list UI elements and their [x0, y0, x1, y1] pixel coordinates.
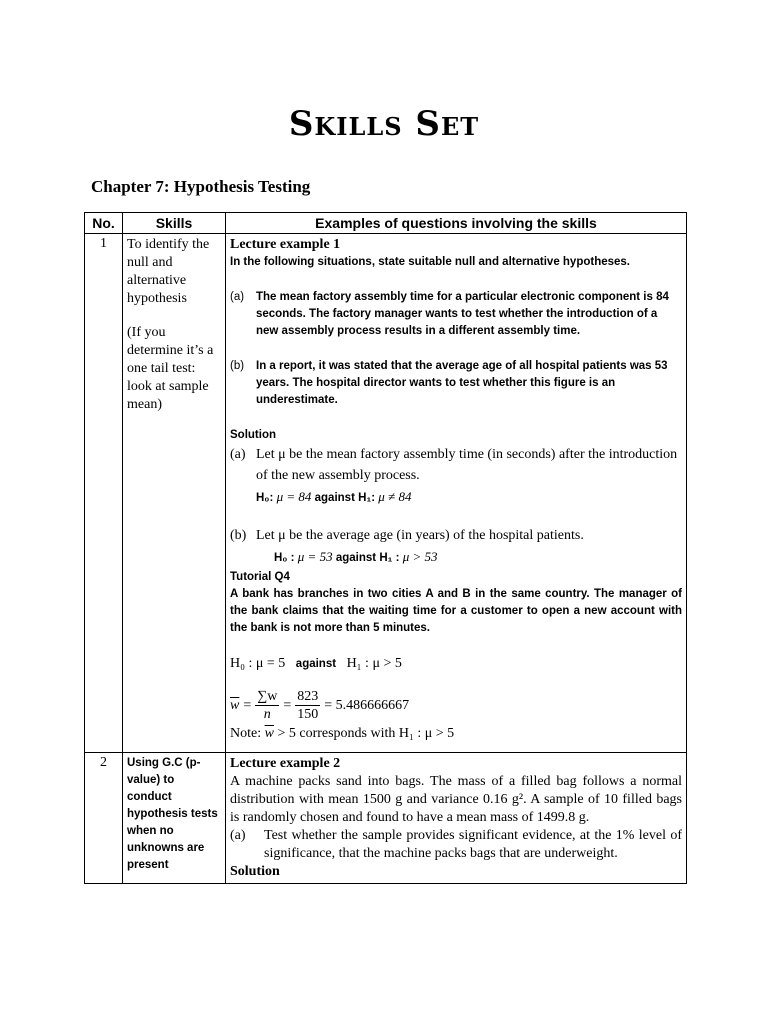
equals-sign: =: [283, 698, 292, 713]
h0-label: H₀:: [256, 492, 274, 504]
part-text: In a report, it was stated that the average age of all hospital patients was 53 years. The hospital director wants to test whether this figure is an underestimate.: [256, 360, 668, 406]
w-bar: $\overline{w}$: [230, 698, 240, 713]
tutorial-hypotheses: [230, 653, 682, 674]
h1-label: H₁:: [358, 492, 376, 504]
chapter-heading: Chapter 7: Hypothesis Testing: [91, 177, 311, 196]
fraction-numerator: ∑w: [257, 689, 278, 704]
lecture-intro: In the following situations, state suitable null and alternative hypotheses.: [230, 256, 631, 268]
part-tag: (a): [230, 828, 246, 843]
h0-statement: H₀ : μ = 5: [230, 656, 286, 671]
mean-calculation: [230, 688, 682, 723]
h1-label: H₁ :: [379, 552, 400, 564]
h0-value: μ = 84: [276, 489, 312, 504]
mean-result: = 5.486666667: [324, 698, 410, 713]
equals-sign: =: [243, 698, 252, 713]
value-fraction: [295, 688, 320, 723]
note-h1: H₁ : μ > 5: [398, 726, 455, 741]
header-examples: Examples of questions involving the skills: [226, 213, 687, 234]
hypotheses: [256, 486, 682, 509]
note-label: Note:: [230, 726, 262, 741]
table-row: [85, 234, 687, 753]
skill-cell: Using G.C (p-value) to conduct hypothesis tests when no unknowns are present: [123, 753, 226, 884]
fraction-denominator: n: [263, 707, 271, 722]
examples-cell: [226, 234, 687, 753]
note-line: [230, 723, 682, 744]
sum-fraction: [255, 688, 279, 723]
question-part-b: [230, 358, 682, 409]
w-bar: $\overline{w}$: [264, 726, 274, 741]
skill-text: To identify the null and alternative hypothesis: [127, 237, 210, 306]
lecture-example-heading: Lecture example 2: [230, 756, 341, 771]
part-text: Test whether the sample provides significant evidence, at the 1% level of significance, that the machine packs bags that are underweight.: [264, 828, 682, 861]
note-condition: > 5 corresponds with: [277, 726, 396, 741]
table-row: [85, 753, 687, 884]
h0-label: H₀ :: [274, 552, 295, 564]
row-number: 1: [85, 234, 123, 753]
row-number: 2: [85, 753, 123, 884]
page-title: Skills Set: [288, 104, 480, 144]
h0-value: μ = 53: [297, 549, 333, 564]
question-part-a: [230, 289, 682, 340]
skill-cell: [123, 234, 226, 753]
lecture-example-heading: Lecture example 1: [230, 237, 341, 252]
fraction-denominator: 150: [297, 707, 319, 722]
skill-note: (If you determine it’s a one tail test: look at sample mean): [127, 325, 214, 412]
solution-heading: Solution: [230, 429, 276, 441]
examples-cell: [226, 753, 687, 884]
part-text: The mean factory assembly time for a particular electronic component is 84 seconds. The factory manager wants to test whether the introduction of a new assembly process results in a different assembly time.: [256, 291, 669, 337]
h1-value: μ > 53: [402, 549, 438, 564]
hypotheses: [256, 546, 584, 569]
solution-part-b: [230, 525, 682, 569]
against-label: against: [295, 658, 337, 670]
solution-text: Let μ be the average age (in years) of the hospital patients.: [256, 528, 584, 543]
solution-part-a: [230, 444, 682, 509]
h1-statement: H₁ : μ > 5: [346, 656, 402, 671]
skills-table: [84, 212, 687, 884]
part-tag: (a): [230, 447, 246, 462]
tutorial-text: A bank has branches in two cities A and B in the same country. The manager of the bank claims that the waiting time for a customer to open a new account with the bank is not more than 5 minutes.: [230, 588, 682, 634]
question-part-a: [230, 827, 682, 863]
header-skills: Skills: [123, 213, 226, 234]
part-tag: (a): [230, 291, 245, 303]
part-tag: (b): [230, 528, 247, 543]
solution-text: Let μ be the mean factory assembly time (in seconds) after the introduction of the new assembly process.: [256, 447, 678, 483]
table-header-row: [85, 213, 687, 234]
h1-value: μ ≠ 84: [378, 489, 412, 504]
lecture-text: A machine packs sand into bags. The mass of a filled bag follows a normal distribution with mean 1500 g and variance 0.16 g². A sample of 10 filled bags is randomly chosen and found to have a mean mass of 1499.8 g.: [230, 774, 682, 825]
tutorial-heading: Tutorial Q4: [230, 571, 290, 583]
against-label: against: [314, 492, 355, 504]
fraction-numerator: 823: [297, 689, 319, 704]
solution-heading: Solution: [230, 864, 280, 879]
part-tag: (b): [230, 360, 245, 372]
against-label: against: [335, 552, 377, 564]
header-no: No.: [85, 213, 123, 234]
